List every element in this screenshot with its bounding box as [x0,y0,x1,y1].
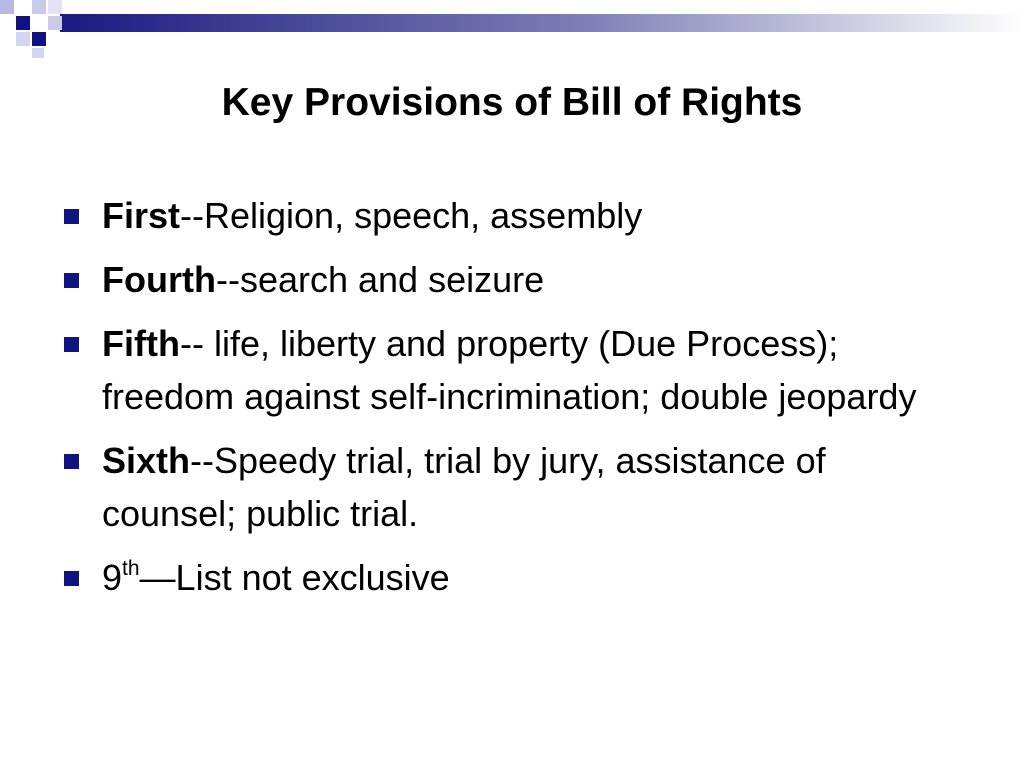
bullet-item-fifth [64,317,964,423]
header-square-3 [32,0,46,14]
bullet-lead: First [102,195,181,236]
square-bullet-icon [64,273,79,288]
bullet-lead: Fourth [102,259,216,300]
header-square-4 [48,16,62,30]
header-decoration [0,0,1024,60]
bullet-text: —List not exclusive [139,557,450,598]
header-gradient-band [60,14,1024,32]
square-bullet-icon [64,454,79,469]
square-bullet-icon [64,209,79,224]
bullet-text: --Speedy trial, trial by jury, assistance of counsel; public trial. [102,440,826,534]
square-bullet-icon [64,337,79,352]
bullet-item-first [64,189,964,242]
header-square-7 [48,0,62,14]
header-square-8 [32,48,44,58]
bullet-item-sixth [64,434,964,540]
bullet-list [64,189,964,615]
header-square-5 [32,32,46,46]
header-square-6 [16,32,30,46]
bullet-number: 9 [102,557,123,598]
bullet-text: --search and seizure [215,259,545,300]
header-square-2 [0,0,14,14]
bullet-text: --Religion, speech, assembly [180,195,643,236]
bullet-item-ninth [64,551,964,604]
bullet-text: -- life, liberty and property (Due Process); freedom against self-incrimination; double jeopardy [102,323,917,417]
bullet-lead: Fifth [102,323,180,364]
slide-title: Key Provisions of Bill of Rights [221,81,803,124]
bullet-ordinal-superscript: th [122,557,140,580]
square-bullet-icon [64,571,79,586]
header-square-1 [16,16,30,30]
bullet-lead: Sixth [102,440,191,481]
bullet-item-fourth [64,253,964,306]
